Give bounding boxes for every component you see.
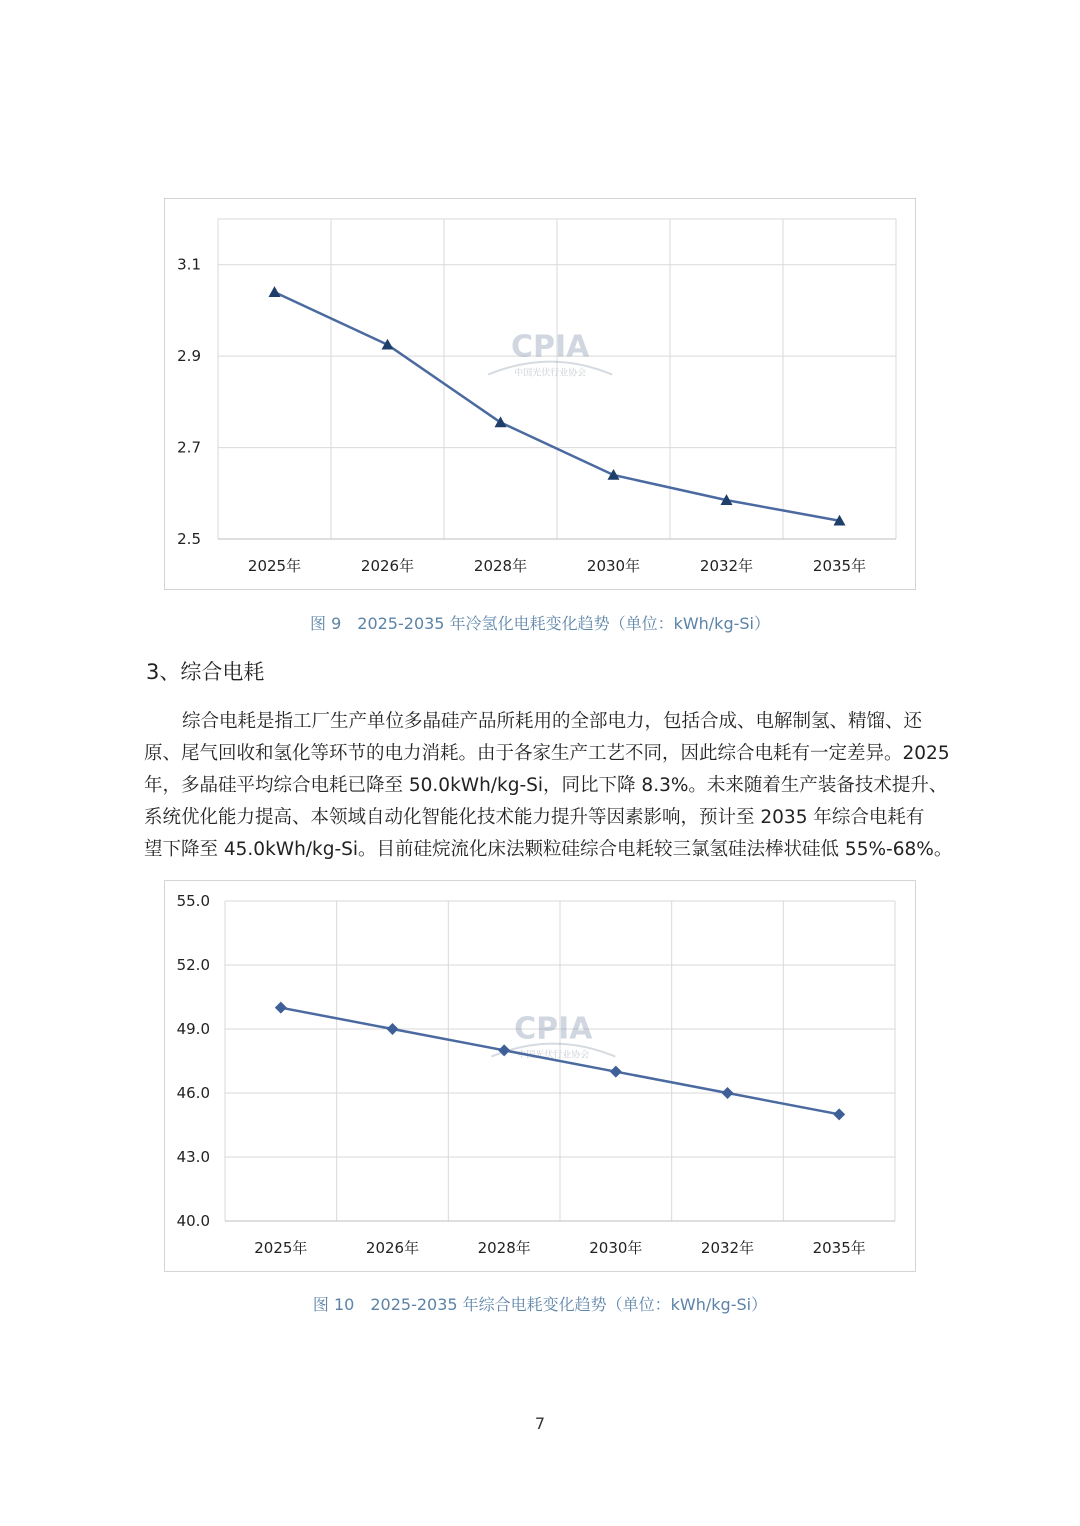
chart-comprehensive-power <box>164 880 916 1272</box>
line-chart-1 <box>165 199 917 591</box>
y-tick-label: 3.1 <box>177 255 201 274</box>
x-tick-label: 2035年 <box>812 557 867 575</box>
y-tick-label: 2.7 <box>177 438 201 457</box>
y-tick-label: 2.5 <box>177 530 201 548</box>
x-tick-label: 2025年 <box>254 1239 308 1257</box>
x-tick-label: 2026年 <box>360 557 415 575</box>
y-tick-label: 46.0 <box>176 1084 210 1102</box>
data-point-diamond <box>722 1087 734 1099</box>
figure-9-caption: 图 9 2025-2035 年冷氢化电耗变化趋势（单位：kWh/kg-Si） <box>310 614 770 633</box>
data-point-triangle <box>269 286 281 297</box>
y-tick-label: 40.0 <box>176 1212 210 1230</box>
watermark-text: CPIA <box>514 1011 593 1047</box>
paragraph-line: 年，多晶硅平均综合电耗已降至 50.0kWh/kg-Si，同比下降 8.3%。未来随着生产装备技术提升、 <box>144 775 948 796</box>
paragraph-line: 望下降至 45.0kWh/kg-Si。目前硅烷流化床法颗粒硅综合电耗较三氯氢硅法棒状硅低 55%-68%。 <box>144 839 953 860</box>
watermark-text: CPIA <box>511 329 590 365</box>
paragraph-line: 原、尾气回收和氢化等环节的电力消耗。由于各家生产工艺不同，因此综合电耗有一定差异。2025 <box>144 743 950 764</box>
x-tick-label: 2032年 <box>699 557 754 575</box>
data-point-diamond <box>387 1023 399 1035</box>
y-tick-label: 43.0 <box>176 1148 210 1166</box>
data-point-diamond <box>610 1066 622 1078</box>
page-number: 7 <box>534 1414 546 1433</box>
watermark-org: 中国光伏行业协会 <box>514 368 587 379</box>
x-tick-label: 2030年 <box>586 557 641 575</box>
section-heading: 3、综合电耗 <box>146 660 265 684</box>
x-tick-label: 2025年 <box>247 557 302 575</box>
figure-10-caption: 图 10 2025-2035 年综合电耗变化趋势（单位：kWh/kg-Si） <box>312 1295 768 1314</box>
y-tick-label: 2.9 <box>177 347 201 366</box>
y-tick-label: 49.0 <box>176 1020 210 1038</box>
chart-cold-hydrogenation-power <box>164 198 916 590</box>
paragraph-line: 综合电耗是指工厂生产单位多晶硅产品所耗用的全部电力，包括合成、电解制氢、精馏、还 <box>182 711 923 732</box>
paragraph-line: 系统优化能力提高、本领域自动化智能化技术能力提升等因素影响，预计至 2035 年综合电耗有 <box>144 807 925 828</box>
data-point-diamond <box>275 1002 287 1014</box>
x-tick-label: 2032年 <box>700 1239 755 1257</box>
y-tick-label: 55.0 <box>176 892 210 910</box>
data-point-diamond <box>498 1044 510 1056</box>
y-tick-label: 52.0 <box>176 956 210 974</box>
x-tick-label: 2026年 <box>365 1239 420 1257</box>
watermark-logo <box>491 1012 615 1061</box>
x-tick-label: 2035年 <box>812 1239 866 1257</box>
grid <box>218 219 896 539</box>
body-paragraph <box>144 706 953 866</box>
x-tick-label: 2030年 <box>589 1239 643 1257</box>
data-point-diamond <box>833 1108 845 1120</box>
x-tick-label: 2028年 <box>473 557 528 575</box>
x-tick-label: 2028年 <box>477 1239 531 1257</box>
watermark-org: 中国光伏行业协会 <box>517 1050 590 1061</box>
line-chart-2 <box>165 881 917 1273</box>
watermark-logo <box>488 330 612 379</box>
